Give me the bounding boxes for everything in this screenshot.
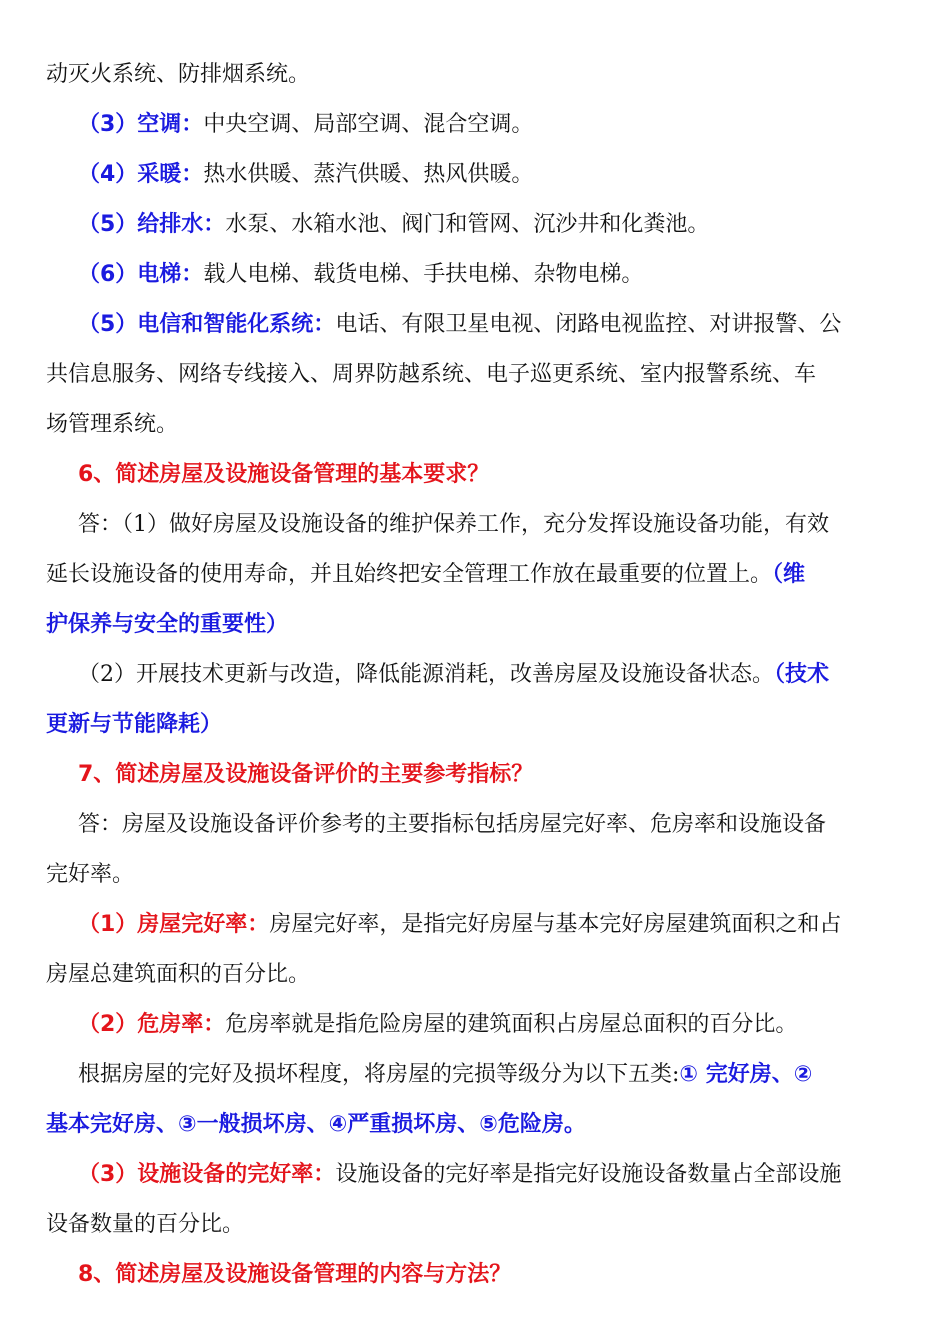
item-text: 房屋完好率，是指完好房屋与基本完好房屋建筑面积之和占 bbox=[269, 912, 842, 937]
item-label: （5）电信和智能化系统： bbox=[78, 312, 336, 337]
item-text: 中央空调、局部空调、混合空调。 bbox=[203, 112, 534, 137]
question-heading-6 bbox=[0, 455, 950, 495]
body-text: 场管理系统。 bbox=[46, 412, 179, 437]
question-heading-7 bbox=[0, 755, 950, 795]
item-label: （3）设施设备的完好率： bbox=[78, 1162, 336, 1187]
item-text: 电话、有限卫星电视、闭路电视监控、对讲报警、公 bbox=[335, 312, 842, 337]
body-text: 答：（1）做好房屋及设施设备的维护保养工作，充分发挥设施设备功能，有效 bbox=[78, 512, 829, 537]
item-label: （4）采暖： bbox=[78, 162, 204, 187]
emphasis-text: （技术 bbox=[774, 662, 830, 687]
question-heading-8 bbox=[0, 1255, 950, 1295]
item-text: 热水供暖、蒸汽供暖、热风供暖。 bbox=[203, 162, 534, 187]
emphasis-text: ① 完好房、② bbox=[679, 1062, 813, 1087]
item-label: （2）危房率： bbox=[78, 1012, 226, 1037]
answer-line bbox=[0, 805, 950, 845]
answer-line bbox=[0, 505, 950, 545]
indicator-item-1 bbox=[0, 905, 950, 945]
body-text: （2）开展技术更新与改造，降低能源消耗，改善房屋及设施设备状态。 bbox=[78, 662, 774, 687]
item-text: 载人电梯、载货电梯、手扶电梯、杂物电梯。 bbox=[203, 262, 644, 287]
item-text: 危房率就是指危险房屋的建筑面积占房屋总面积的百分比。 bbox=[225, 1012, 798, 1037]
answer-line bbox=[0, 705, 950, 745]
indicator-item-2 bbox=[0, 1005, 950, 1045]
list-item-aircon bbox=[0, 105, 950, 145]
answer-line bbox=[0, 605, 950, 645]
answer-line bbox=[0, 555, 950, 595]
answer-line bbox=[0, 1055, 950, 1095]
list-item-heating bbox=[0, 155, 950, 195]
answer-line bbox=[0, 955, 950, 995]
answer-line bbox=[0, 1205, 950, 1245]
body-text: 根据房屋的完好及损坏程度，将房屋的完损等级分为以下五类: bbox=[78, 1062, 680, 1087]
emphasis-text: 护保养与安全的重要性） bbox=[46, 612, 289, 637]
question-text: 7、简述房屋及设施设备评价的主要参考指标？ bbox=[78, 762, 534, 787]
answer-line bbox=[0, 1105, 950, 1145]
item-label: （3）空调： bbox=[78, 112, 204, 137]
item-label: （1）房屋完好率： bbox=[78, 912, 270, 937]
paragraph-line bbox=[0, 55, 950, 95]
question-text: 6、简述房屋及设施设备管理的基本要求？ bbox=[78, 462, 490, 487]
item-text: 设施设备的完好率是指完好设施设备数量占全部设施 bbox=[335, 1162, 842, 1187]
answer-line bbox=[0, 655, 950, 695]
emphasis-text: 基本完好房、③一般损坏房、④严重损坏房、⑤危险房。 bbox=[46, 1112, 586, 1137]
item-label: （5）给排水： bbox=[78, 212, 226, 237]
emphasis-text: （维 bbox=[772, 562, 806, 587]
list-item-telecom bbox=[0, 305, 950, 345]
indicator-item-3 bbox=[0, 1155, 950, 1195]
body-text: 完好率。 bbox=[46, 862, 135, 887]
paragraph-line bbox=[0, 405, 950, 445]
answer-line bbox=[0, 855, 950, 895]
item-label: （6）电梯： bbox=[78, 262, 204, 287]
paragraph-line bbox=[0, 355, 950, 395]
body-text: 答：房屋及设施设备评价参考的主要指标包括房屋完好率、危房率和设施设备 bbox=[78, 812, 827, 837]
body-text: 延长设施设备的使用寿命，并且始终把安全管理工作放在最重要的位置上。 bbox=[46, 562, 773, 587]
body-text: 设备数量的百分比。 bbox=[46, 1212, 245, 1237]
emphasis-text: 更新与节能降耗） bbox=[46, 712, 223, 737]
list-item-elevator bbox=[0, 255, 950, 295]
item-text: 水泵、水箱水池、阀门和管网、沉沙井和化粪池。 bbox=[225, 212, 710, 237]
body-text: 共信息服务、网络专线接入、周界防越系统、电子巡更系统、室内报警系统、车 bbox=[46, 362, 817, 387]
body-text: 动灭火系统、防排烟系统。 bbox=[46, 62, 311, 87]
question-text: 8、简述房屋及设施设备管理的内容与方法？ bbox=[78, 1262, 512, 1287]
body-text: 房屋总建筑面积的百分比。 bbox=[46, 962, 311, 987]
list-item-water bbox=[0, 205, 950, 245]
